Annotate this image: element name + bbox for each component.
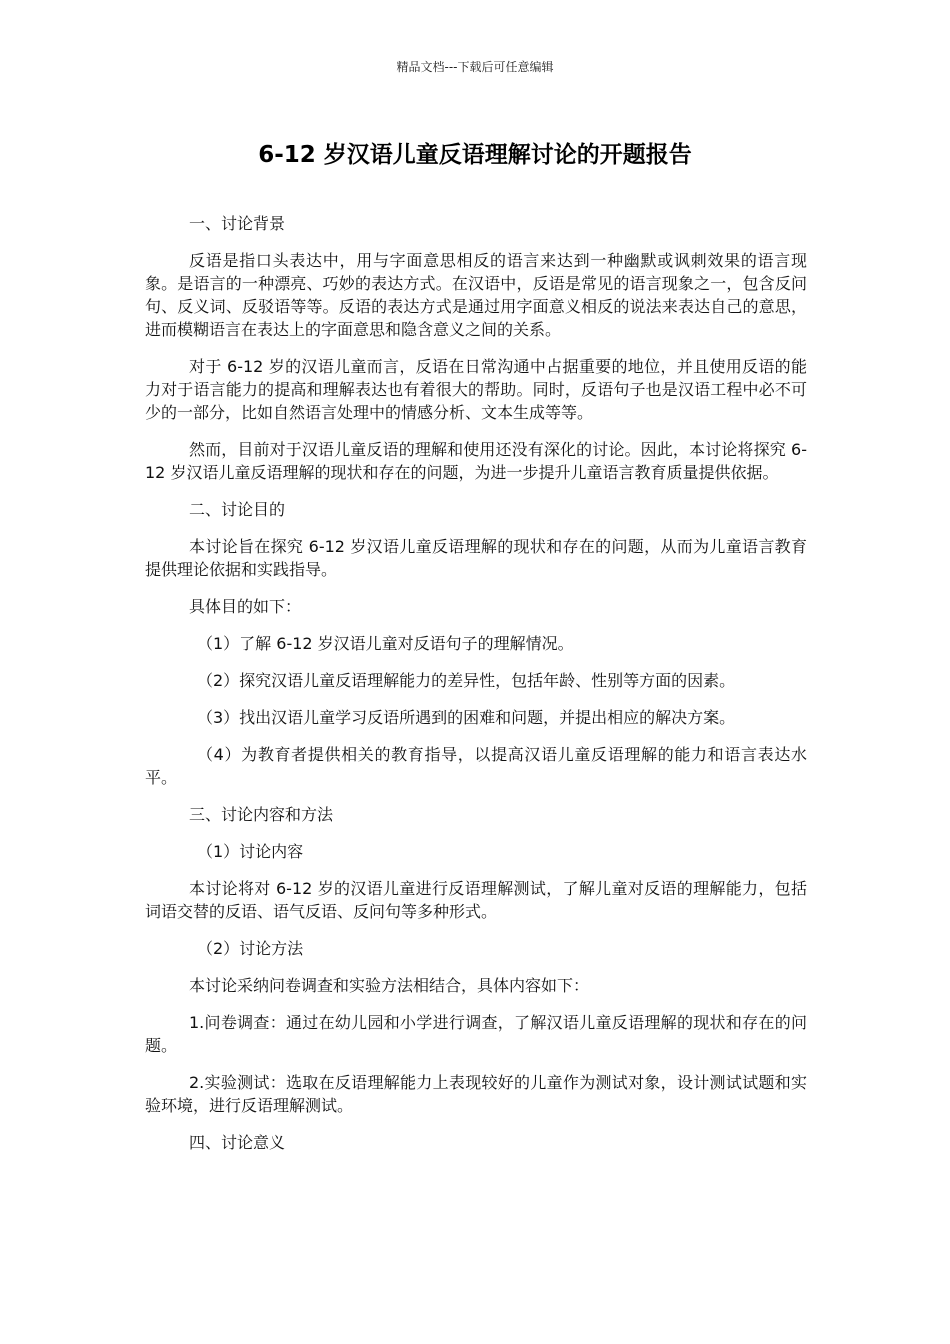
paragraph: 本讨论将对 6-12 岁的汉语儿童进行反语理解测试，了解儿童对反语的理解能力，包括词语交替的反语、语气反语、反问句等多种形式。 [145, 879, 807, 921]
list-item: （4）为教育者提供相关的教育指导，以提高汉语儿童反语理解的能力和语言表达水平。 [145, 745, 807, 787]
section-heading-significance: 四、讨论意义 [189, 1133, 286, 1152]
section-heading-background: 一、讨论背景 [189, 214, 286, 233]
list-item: （1）了解 6-12 岁汉语儿童对反语句子的理解情况。 [197, 634, 574, 653]
paragraph: 具体目的如下： [189, 597, 302, 616]
paragraph: 然而，目前对于汉语儿童反语的理解和使用还没有深化的讨论。因此，本讨论将探究 6-12 岁汉语儿童反语理解的现状和存在的问题，为进一步提升儿童语言教育质量提供依据。 [145, 440, 807, 482]
list-item: （2）探究汉语儿童反语理解能力的差异性，包括年龄、性别等方面的因素。 [197, 671, 736, 690]
paragraph: 反语是指口头表达中，用与字面意思相反的语言来达到一种幽默或讽刺效果的语言现象。是语言的一种漂亮、巧妙的表达方式。在汉语中，反语是常见的语言现象之一，包含反问句、反义词、反驳语等等。反语的表达方式是通过用字面意义相反的说法来表达自己的意思，进而模糊语言在表达上的字面意思和隐含意义之间的关系。 [145, 251, 807, 339]
section-heading-content-method: 三、讨论内容和方法 [189, 805, 334, 824]
paragraph: 本讨论采纳问卷调查和实验方法相结合，具体内容如下： [189, 976, 590, 995]
document-body [145, 212, 807, 1168]
paragraph: 对于 6-12 岁的汉语儿童而言，反语在日常沟通中占据重要的地位，并且使用反语的能力对于语言能力的提高和理解表达也有着很大的帮助。同时，反语句子也是汉语工程中必不可少的一部分，比如自然语言处理中的情感分析、文本生成等等。 [145, 357, 807, 422]
paragraph: 1.问卷调查：通过在幼儿园和小学进行调查，了解汉语儿童反语理解的现状和存在的问题。 [145, 1013, 807, 1055]
section-heading-purpose: 二、讨论目的 [189, 500, 286, 519]
subsection-heading: （2）讨论方法 [197, 939, 304, 958]
document-title: 6-12 岁汉语儿童反语理解讨论的开题报告 [258, 142, 692, 168]
paragraph: 2.实验测试：选取在反语理解能力上表现较好的儿童作为测试对象，设计测试试题和实验环境，进行反语理解测试。 [145, 1073, 807, 1115]
subsection-heading: （1）讨论内容 [197, 842, 304, 861]
paragraph: 本讨论旨在探究 6-12 岁汉语儿童反语理解的现状和存在的问题，从而为儿童语言教育提供理论依据和实践指导。 [145, 537, 807, 579]
page-header-note: 精品文档---下载后可任意编辑 [396, 60, 554, 74]
list-item: （3）找出汉语儿童学习反语所遇到的困难和问题，并提出相应的解决方案。 [197, 708, 736, 727]
